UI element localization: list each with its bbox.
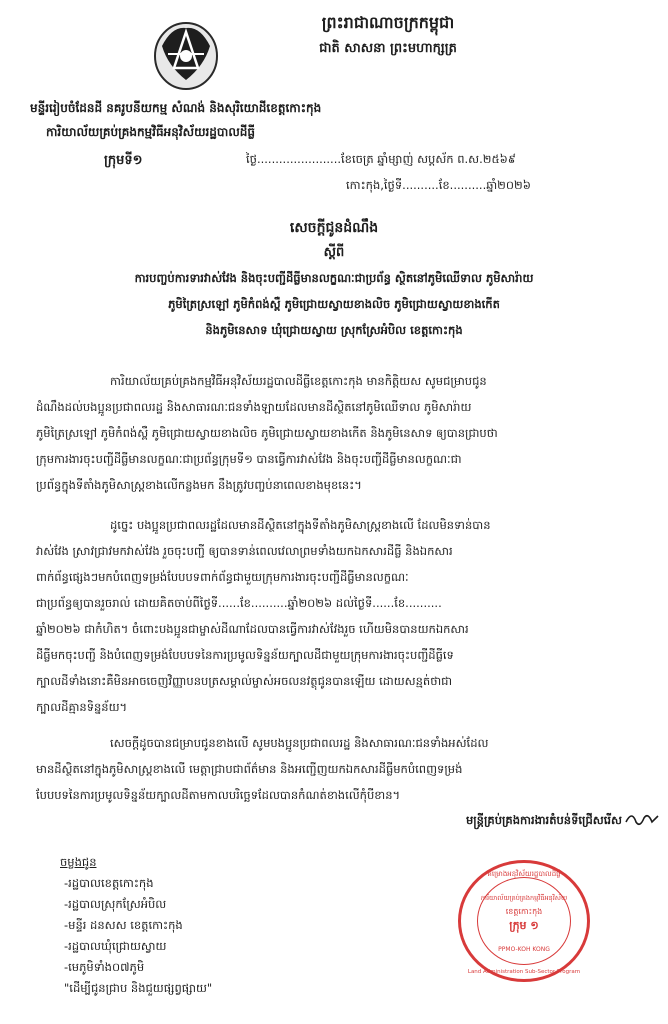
recipient-item: -មេភូមិទាំង០៧ភូមិ — [64, 960, 145, 974]
kingdom-title: ព្រះរាជាណាចក្រកម្ពុជា — [321, 13, 455, 32]
paragraph-1 — [36, 368, 646, 498]
p2-line: ក្បាលដីគ្មានទិន្នន័យ។ — [36, 700, 128, 714]
notice-subject-line2: ភូមិត្រៃស្រឡៅ ភូមិកំពង់ស្ពឺ ភូមិជ្រោយស្វាយខាងលិច ភូមិជ្រោយស្វាយខាងកើត — [168, 297, 500, 311]
p3-line: បែបបទនៃការប្រមូលទិន្នន័យក្បាលដីតាមកាលបរិច្ឆេទដែលបានកំណត់ខាងលើកុំបីខាន។ — [36, 788, 401, 802]
p2-line: ពាក់ព័ន្ធផ្សេងៗមកបំពេញទម្រង់បែបបទពាក់ព័ន្ធជាមួយក្រុមការងារចុះបញ្ជីដីធ្លីមានលក្ខណៈ — [36, 570, 409, 584]
p2-line: ដូច្នេះ បងប្អូនប្រជាពលរដ្ឋដែលមានដីស្ថិតនៅក្នុងទីតាំងភូមិសាស្ត្រខាងលើ ដែលមិនទាន់បាន — [110, 518, 491, 532]
stamp-line3: ខេត្តកោះកុង — [505, 907, 543, 916]
recipient-item: -មន្ទីរ ដនសស ខេត្តកោះកុង — [64, 918, 183, 932]
p3-line: មានដីស្ថិតនៅក្នុងភូមិសាស្ត្រខាងលើ មេត្តាជ្រាបជាព័ត៌មាន និងអញ្ជើញយកឯកសារដីធ្លីមកបំពេញទម្រង់ — [36, 762, 463, 776]
p2-line: វាស់វែង ស្រាវជ្រាវមកវាស់វែង រួចចុះបញ្ជី ឲ្យបានទាន់ពេលវេលាព្រមទាំងយកឯកសារដីធ្លី និងឯកសារ — [36, 544, 453, 558]
paragraph-2 — [36, 512, 646, 720]
date-line: កោះកុង,ថ្ងៃទី..........ខែ..........ឆ្នាំ២០២៦ — [346, 178, 531, 192]
recipients-heading: ចម្លងជូន — [60, 855, 97, 869]
official-stamp — [458, 860, 590, 982]
p2-line: ដីធ្លីមកចុះបញ្ជី និងបំពេញទម្រង់បែបបទនៃការប្រមូលទិន្នន័យក្បាលដីជាមួយក្រុមការងារចុះបញ្ជីដីធ្លីទេ — [36, 648, 454, 662]
p2-line: ឆ្នាំ២០២៦ ជាកំហិត។ ចំពោះបងប្អូនជាម្ចាស់ដីណាដែលបានធ្វើការវាស់វែងរួច ហើយមិនបានយកឯកសារ — [36, 622, 469, 636]
p1-line: ដំណឹងដល់បងប្អូនប្រជាពលរដ្ឋ និងសាធារណៈជនទាំងឡាយដែលមានដីស្ថិតនៅភូមិឈើទាល ភូមិសារ៉ាយ — [36, 400, 472, 414]
notice-subject-line1: ការបញ្ចប់ការទារវាស់វែង និងចុះបញ្ជីដីធ្លីមានលក្ខណៈជាប្រព័ន្ធ ស្ថិតនៅភូមិឈើទាល ភូមិសារ៉ាយ — [134, 271, 534, 285]
p1-line: ក្រុមការងារចុះបញ្ជីដីធ្លីមានលក្ខណៈជាប្រព័ន្ធក្រុមទី១ បានធ្វើការវាស់វែង និងចុះបញ្ជីដីធ្លីមានលក្ខណៈជា — [36, 452, 462, 466]
national-motto: ជាតិ សាសនា ព្រះមហាក្សត្រ — [319, 41, 457, 56]
office-name: ការិយាល័យគ្រប់គ្រងកម្មវិធីអនុវិស័យរដ្ឋបាលដីធ្លី — [46, 125, 256, 139]
p1-line: ប្រព័ន្ធក្នុងទីតាំងភូមិសាស្ត្រខាងលើកន្លងមក នឹងត្រូវបញ្ចប់នាពេលខាងមុខនេះ។ — [36, 478, 362, 492]
stamp-english: Land Administration Sub-Sector Program — [467, 969, 581, 975]
p1-line: ការិយាល័យគ្រប់គ្រងកម្មវិធីអនុវិស័យរដ្ឋបាលដីធ្លីខេត្តកោះកុង មានកិត្តិយស សូមជម្រាបជូន — [110, 374, 487, 388]
lunar-date-line: ថ្ងៃ.......................ខែចេត្រ ឆ្នាំម្សាញ់ សប្តស័ក ព.ស.២៥៦៩ — [246, 152, 516, 166]
recipient-item: -រដ្ឋបាលខេត្តកោះកុង — [64, 876, 154, 890]
paragraph-3 — [36, 730, 646, 808]
p3-line: សេចក្តីដូចបានជម្រាបជូនខាងលើ សូមបងប្អូនប្រជាពលរដ្ឋ និងសាធារណៈជនទាំងអស់ដែល — [110, 736, 489, 750]
recipient-item: -រដ្ឋបាលស្រុកស្រែអំបិល — [64, 897, 167, 911]
notice-title: សេចក្តីជូនដំណឹង — [289, 220, 379, 236]
group-label: ក្រុមទី១ — [104, 153, 143, 168]
stamp-top-text: គម្រោងអនុវិស័យរដ្ឋបាលដីធ្លី — [487, 870, 561, 878]
p2-line: ជាប្រព័ន្ធឲ្យបានរួចរាល់ ដោយគិតចាប់ពីថ្ងៃទី......ខែ..........ឆ្នាំ២០២៦ ដល់ថ្ងៃទី......ខែ.......... — [36, 596, 442, 610]
ministry-name: មន្ទីររៀបចំដែនដី នគរូបនីយកម្ម សំណង់ និងសុរិយោដីខេត្តកោះកុង — [30, 101, 322, 115]
signature-initials — [624, 808, 664, 830]
recipient-item: "ដើម្បីជូនជ្រាប និងជួយផ្សព្វផ្សាយ" — [64, 981, 213, 995]
stamp-center: ក្រុម ១ — [509, 919, 539, 932]
p2-line: ក្បាលដីទាំងនោះគឺមិនអាចចេញវិញ្ញាបនបត្រសម្គាល់ម្ចាស់អចលនវត្ថុជូនបានឡើយ ដោយសន្មត់ថាជា — [36, 674, 453, 688]
notice-subject-label: ស្តីពី — [323, 245, 345, 260]
ministry-emblem — [152, 16, 220, 92]
stamp-code: PPMO-KOH KONG — [498, 946, 550, 953]
stamp-line2: ការិយាល័យគ្រប់គ្រងកម្មវិធីអនុវិស័យ — [480, 894, 568, 902]
recipient-item: -រដ្ឋបាលឃុំជ្រោយស្វាយ — [64, 939, 167, 953]
p1-line: ភូមិត្រៃស្រឡៅ ភូមិកំពង់ស្ពឺ ភូមិជ្រោយស្វាយខាងលិច ភូមិជ្រោយស្វាយខាងកើត និងភូមិនេសាទ ឲ្យបានជ្រាបថា — [36, 426, 498, 440]
notice-subject-line3: និងភូមិនេសាទ ឃុំជ្រោយស្វាយ ស្រុកស្រែអំបិល ខេត្តកោះកុង — [205, 323, 463, 337]
recipients-block — [40, 852, 400, 999]
signatory-title: មន្ត្រីគ្រប់គ្រងការងារតំបន់ទីជ្រើសរើស — [465, 813, 622, 827]
